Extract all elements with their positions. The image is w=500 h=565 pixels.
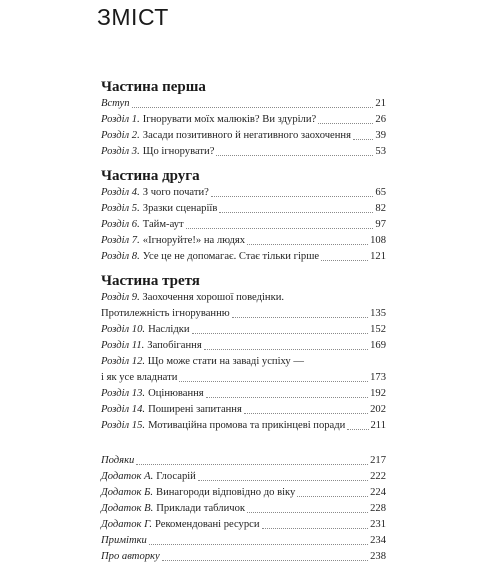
entry-number: Розділ 14.	[101, 404, 146, 415]
dot-leader	[162, 560, 368, 561]
toc-entry[interactable]	[101, 402, 386, 418]
dot-leader	[353, 139, 373, 140]
toc-entry[interactable]	[101, 217, 386, 233]
entry-title: Що ігнорувати?	[142, 146, 215, 157]
entry-number: Примітки	[101, 535, 147, 546]
dot-leader	[206, 397, 368, 398]
entry-number: Додаток А.	[101, 471, 154, 482]
page-number: 121	[370, 251, 386, 262]
page-number: 53	[375, 146, 386, 157]
page-number: 21	[375, 98, 386, 109]
entry-number: Розділ 7.	[101, 235, 140, 246]
page-number: 202	[370, 404, 386, 415]
dot-leader	[132, 107, 374, 108]
dot-leader	[247, 244, 368, 245]
entry-number: Додаток Б.	[101, 487, 154, 498]
entry-number: Розділ 8.	[101, 251, 140, 262]
toc-entry-line[interactable]	[101, 354, 386, 370]
page-number: 135	[370, 308, 386, 319]
entry-title: «Ігноруйте!» на людях	[142, 235, 246, 246]
toc-entry[interactable]	[101, 485, 386, 501]
toc-entry[interactable]	[101, 453, 386, 469]
entry-number: Вступ	[101, 98, 130, 109]
entry-title: Зразки сценаріїв	[142, 203, 218, 214]
entry-number: Розділ 2.	[101, 130, 140, 141]
entry-title: Винагороди відповідно до віку	[156, 487, 296, 498]
dot-leader	[318, 123, 373, 124]
part-title: Частина друга	[101, 168, 200, 184]
page-number: 152	[370, 324, 386, 335]
page-number: 231	[370, 519, 386, 530]
toc-entry[interactable]	[101, 185, 386, 201]
toc-entry-line[interactable]	[101, 290, 386, 306]
toc-entry[interactable]	[101, 549, 386, 565]
dot-leader	[204, 349, 368, 350]
entry-title: Що може стати на заваді успіху —	[147, 356, 304, 367]
page-title: ЗМІСТ	[97, 4, 169, 30]
entry-title: Запобігання	[147, 340, 202, 351]
dot-leader	[179, 381, 368, 382]
entry-title: Наслідки	[148, 324, 190, 335]
dot-leader	[149, 544, 368, 545]
entry-number: Розділ 5.	[101, 203, 140, 214]
page-number: 222	[370, 471, 386, 482]
page-number: 39	[375, 130, 386, 141]
entry-number: Розділ 12.	[101, 356, 146, 367]
dot-leader	[216, 155, 373, 156]
entry-title: Оцінювання	[148, 388, 204, 399]
page-number: 169	[370, 340, 386, 351]
toc-entry[interactable]	[101, 249, 386, 265]
dot-leader	[192, 333, 369, 334]
page-number: 211	[370, 420, 386, 431]
entry-title: З чого почати?	[142, 187, 209, 198]
entry-title: Мотиваційна промова та прикінцеві поради	[148, 420, 346, 431]
entry-title: Усе це не допомагає. Стає тільки гірше	[142, 251, 320, 262]
toc-entry[interactable]	[101, 322, 386, 338]
entry-title-continued: Протилежність ігноруванню	[101, 308, 230, 319]
entry-number: Розділ 6.	[101, 219, 140, 230]
toc-entry[interactable]	[101, 501, 386, 517]
page-number: 65	[375, 187, 386, 198]
page-number: 97	[375, 219, 386, 230]
dot-leader	[244, 413, 368, 414]
entry-number: Розділ 3.	[101, 146, 140, 157]
toc-entry[interactable]	[101, 517, 386, 533]
dot-leader	[247, 512, 368, 513]
dot-leader	[186, 228, 374, 229]
entry-number: Подяки	[101, 455, 135, 466]
dot-leader	[347, 429, 368, 430]
page-number: 108	[370, 235, 386, 246]
entry-number: Додаток Г.	[101, 519, 152, 530]
toc-entry[interactable]	[101, 370, 386, 386]
dot-leader	[262, 528, 369, 529]
page-number: 234	[370, 535, 386, 546]
toc-entry[interactable]	[101, 418, 386, 434]
toc-entry[interactable]	[101, 128, 386, 144]
entry-title: Рекомендовані ресурси	[154, 519, 260, 530]
entry-number: Додаток В.	[101, 503, 154, 514]
page-number: 228	[370, 503, 386, 514]
entry-number: Розділ 10.	[101, 324, 146, 335]
toc-entry[interactable]	[101, 533, 386, 549]
entry-title: Заохочення хорошої поведінки.	[142, 292, 285, 303]
page-number: 192	[370, 388, 386, 399]
page-number: 224	[370, 487, 386, 498]
entry-number: Розділ 4.	[101, 187, 140, 198]
toc-entry[interactable]	[101, 306, 386, 322]
dot-leader	[211, 196, 374, 197]
toc-entry[interactable]	[101, 338, 386, 354]
entry-title: Глосарій	[156, 471, 196, 482]
toc-entry[interactable]	[101, 201, 386, 217]
toc-entry[interactable]	[101, 112, 386, 128]
dot-leader	[198, 480, 368, 481]
page-number: 82	[375, 203, 386, 214]
page-number: 26	[375, 114, 386, 125]
entry-title: Тайм-аут	[142, 219, 184, 230]
part-title: Частина перша	[101, 79, 206, 95]
page-number: 238	[370, 551, 386, 562]
dot-leader	[136, 464, 368, 465]
dot-leader	[297, 496, 368, 497]
entry-number: Розділ 13.	[101, 388, 146, 399]
toc-entry[interactable]	[101, 469, 386, 485]
entry-title-continued: і як усе владнати	[101, 372, 178, 383]
table-of-contents	[101, 78, 386, 565]
page-number: 173	[370, 372, 386, 383]
entry-number: Розділ 11.	[101, 340, 145, 351]
entry-title: Поширені запитання	[148, 404, 242, 415]
toc-entry[interactable]	[101, 233, 386, 249]
entry-title: Приклади табличок	[156, 503, 246, 514]
toc-entry[interactable]	[101, 386, 386, 402]
toc-entry[interactable]	[101, 96, 386, 112]
entry-number: Розділ 1.	[101, 114, 140, 125]
dot-leader	[219, 212, 373, 213]
dot-leader	[321, 260, 368, 261]
dot-leader	[232, 317, 368, 318]
entry-number: Розділ 9.	[101, 292, 140, 303]
toc-entry[interactable]	[101, 144, 386, 160]
entry-title: Ігнорувати моїх малюків? Ви здуріли?	[142, 114, 317, 125]
entry-number: Розділ 15.	[101, 420, 146, 431]
entry-number: Про авторку	[101, 551, 160, 562]
part-title: Частина третя	[101, 273, 200, 289]
page-number: 217	[370, 455, 386, 466]
entry-title: Засади позитивного й негативного заохочення	[142, 130, 351, 141]
